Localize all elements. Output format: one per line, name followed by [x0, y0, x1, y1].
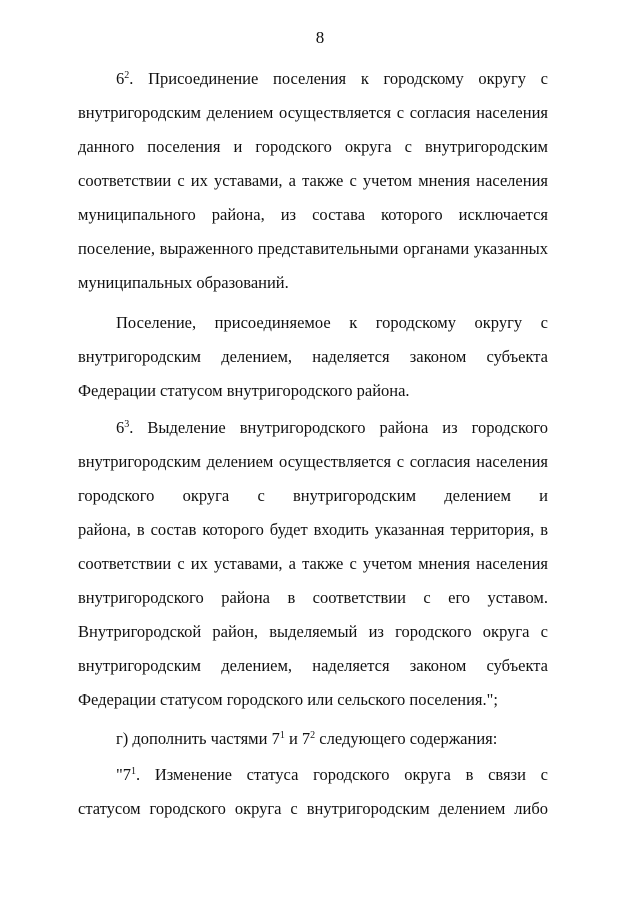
clause-superscript: 2 [124, 70, 130, 81]
paragraph-6-3 [78, 411, 548, 717]
text-line: внутригородским делением осуществляется с согласия населения [78, 452, 548, 471]
text-fragment: и 7 [284, 729, 311, 748]
page-number: 8 [315, 28, 325, 47]
text-line [78, 758, 548, 792]
clause-number: "7 [116, 765, 131, 784]
text-line: данного поселения и городского округа с внутригородским [78, 137, 548, 156]
text-fragment: следующего содержания: [315, 729, 498, 748]
text-fragment: г) дополнить частями 7 [116, 729, 280, 748]
text-line [78, 62, 548, 96]
text-line: внутригородским делением осуществляется с согласия населения [78, 103, 548, 122]
text-line: статусом городского округа с внутригородским делением либо [78, 799, 548, 818]
text-fragment: . Выделение внутригородского района из городского [129, 418, 548, 437]
text-line: Федерации статусом городского или сельского поселения."; [78, 690, 498, 709]
text-line: городского округа с внутригородским делением и [78, 486, 548, 505]
text-line: Внутригородской район, выделяемый из городского округа с [78, 622, 548, 641]
clause-number: 6 [116, 69, 125, 88]
text-line: внутригородским делением, наделяется законом субъекта [78, 656, 548, 675]
paragraph-7-1 [78, 758, 548, 826]
text-line: района, в состав которого будет входить указанная территория, в [78, 520, 548, 539]
superscript: 1 [279, 730, 285, 741]
paragraph-settlement [78, 306, 548, 408]
text-line: муниципального района, из состава которого исключается [78, 205, 548, 224]
clause-superscript: 1 [131, 766, 136, 777]
text-line: поселение, выраженного представительными органами указанных [78, 239, 548, 258]
clause-superscript: 3 [124, 419, 130, 430]
text-fragment: . Присоединение поселения к городскому округу с [129, 69, 548, 88]
text-line: муниципальных образований. [78, 273, 289, 292]
text-line: внутригородским делением, наделяется законом субъекта [78, 347, 548, 366]
superscript: 2 [310, 730, 316, 741]
text-fragment: . Изменение статуса городского округа в связи с [136, 765, 548, 784]
text-line: Поселение, присоединяемое к городскому округу с [116, 313, 548, 332]
clause-number: 6 [116, 418, 125, 437]
text-line: Федерации статусом внутригородского района. [78, 381, 410, 400]
text-line [78, 411, 548, 445]
paragraph-g [78, 722, 548, 756]
text-line: соответствии с их уставами, а также с учетом мнения населения [78, 554, 548, 573]
text-line: соответствии с их уставами, а также с учетом мнения населения [78, 171, 548, 190]
paragraph-6-2 [78, 62, 548, 300]
text-line: внутригородского района в соответствии с его уставом. [78, 588, 548, 607]
text-line [78, 722, 548, 756]
